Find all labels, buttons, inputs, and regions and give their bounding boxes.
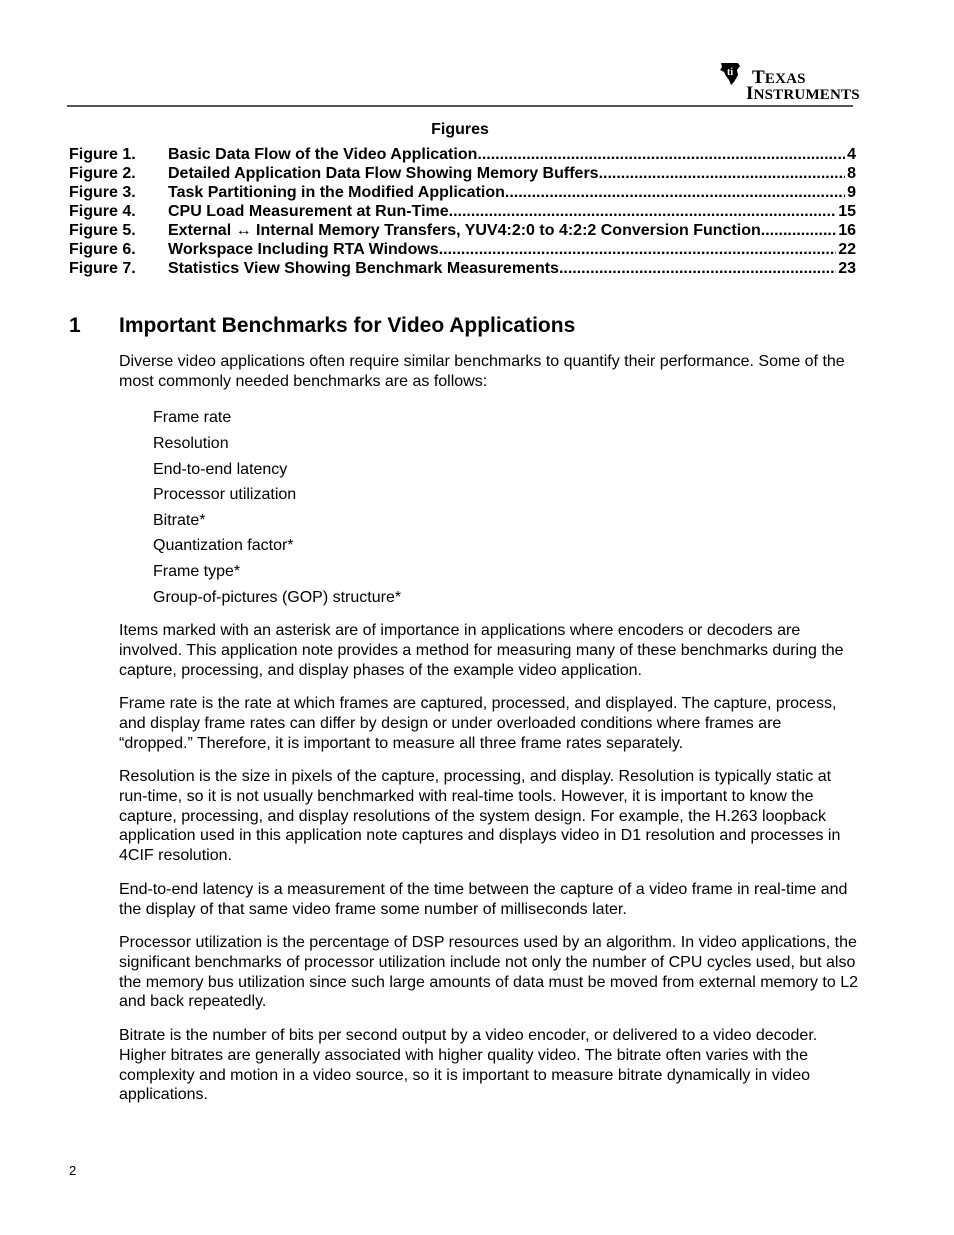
figure-number: Figure 2.	[69, 165, 136, 182]
dot-leader	[761, 221, 836, 240]
svg-text:ti: ti	[727, 67, 734, 78]
asterisk-paragraph: Items marked with an asterisk are of importance in applications where encoders or decoders are involved. This application note provides a method for measuring many of these benchmarks during the capture, processing, and display phases of the example video application.	[119, 622, 844, 679]
figure-page: 22	[838, 241, 856, 258]
dot-leader	[559, 259, 836, 278]
list-item: Resolution	[153, 435, 229, 452]
figure-title: External ↔ Internal Memory Transfers, YUV4:2:0 to 4:2:2 Conversion Function	[168, 222, 761, 239]
frame-rate-paragraph: Frame rate is the rate at which frames are captured, processed, and displayed. The capture, process, and display frame rates can differ by design or under overloaded conditions where frames are “dropped.” Therefore, it is important to measure all three frame rates separately.	[119, 695, 837, 752]
figures-heading: Figures	[431, 121, 489, 138]
figure-title: Basic Data Flow of the Video Application	[168, 146, 478, 163]
dot-leader	[505, 183, 845, 202]
list-item: End-to-end latency	[153, 460, 288, 478]
figure-page: 23	[838, 260, 856, 277]
dot-leader	[449, 202, 837, 221]
list-item: Frame rate	[153, 409, 232, 427]
latency-paragraph: End-to-end latency is a measurement of the time between the capture of a video frame in real-time and the display of that same video frame some number of milliseconds later.	[119, 880, 848, 918]
benchmark-list	[153, 405, 859, 610]
figure-page: 9	[847, 184, 856, 201]
ti-logo-icon	[718, 60, 744, 86]
figure-title: Detailed Application Data Flow Showing Memory Buffers	[168, 165, 599, 182]
figure-entry[interactable]	[69, 183, 856, 202]
figure-title: Statistics View Showing Benchmark Measurements	[168, 260, 559, 277]
figure-number: Figure 7.	[69, 260, 136, 277]
bitrate-paragraph: Bitrate is the number of bits per second output by a video encoder, or delivered to a video decoder. Higher bitrates are generally associated with higher quality video. The bitrate often varies with the complexity and motion in a video source, so it is important to measure bitrate dynamically in video applications.	[119, 1027, 818, 1104]
list-item: Processor utilization	[153, 486, 297, 504]
resolution-paragraph: Resolution is the size in pixels of the capture, processing, and display. Resolution is typically static at run-time, so it is not usually benchmarked with real-time tools. However, it is important to know the capture, processing, and display resolutions of the system design. For example, the H.263 loopback application used in this application note captures and displays video in D1 resolution and processes in 4CIF resolution.	[119, 768, 841, 865]
figure-page: 15	[838, 203, 856, 220]
figure-number: Figure 3.	[69, 184, 136, 201]
header-rule	[67, 105, 853, 107]
figure-number: Figure 6.	[69, 241, 136, 258]
list-item: Frame type*	[153, 562, 241, 580]
dot-leader	[599, 164, 846, 183]
list-item: Group-of-pictures (GOP) structure*	[153, 588, 402, 606]
figure-title: Task Partitioning in the Modified Application	[168, 184, 505, 201]
dot-leader	[439, 240, 837, 259]
section-number: 1	[69, 314, 81, 337]
figure-title: Workspace Including RTA Windows	[168, 241, 439, 258]
processor-utilization-paragraph: Processor utilization is the percentage of DSP resources used by an algorithm. In video applications, the significant benchmarks of processor utilization include not only the number of CPU cycles used, but also the memory bus utilization since such large amounts of data must be moved from external memory to L2 and back repeatedly.	[119, 934, 859, 1011]
figure-number: Figure 4.	[69, 203, 136, 220]
list-item: Quantization factor*	[153, 537, 294, 555]
figure-entry[interactable]	[69, 259, 856, 278]
figure-number: Figure 5.	[69, 222, 136, 239]
page-number: 2	[69, 1163, 77, 1178]
figure-title: CPU Load Measurement at Run-Time	[168, 203, 449, 220]
figure-number: Figure 1.	[69, 146, 136, 163]
ti-logo: ti TEXAS INSTRUMENTS	[718, 60, 848, 102]
figure-entry[interactable]	[69, 221, 856, 240]
dot-leader	[477, 145, 845, 164]
intro-paragraph: Diverse video applications often require similar benchmarks to quantify their performance. Some of the most commonly needed benchmarks are as follows:	[119, 353, 845, 390]
figure-entry[interactable]	[69, 145, 856, 164]
figure-page: 4	[847, 146, 856, 163]
figure-page: 8	[847, 165, 856, 182]
list-item: Bitrate*	[153, 511, 206, 529]
figure-entry[interactable]	[69, 202, 856, 221]
figures-list	[69, 145, 856, 278]
figure-entry[interactable]	[69, 240, 856, 259]
figure-page: 16	[838, 222, 856, 239]
figure-entry[interactable]	[69, 164, 856, 183]
section-body	[119, 352, 859, 1119]
section-title: Important Benchmarks for Video Applications	[119, 314, 576, 337]
